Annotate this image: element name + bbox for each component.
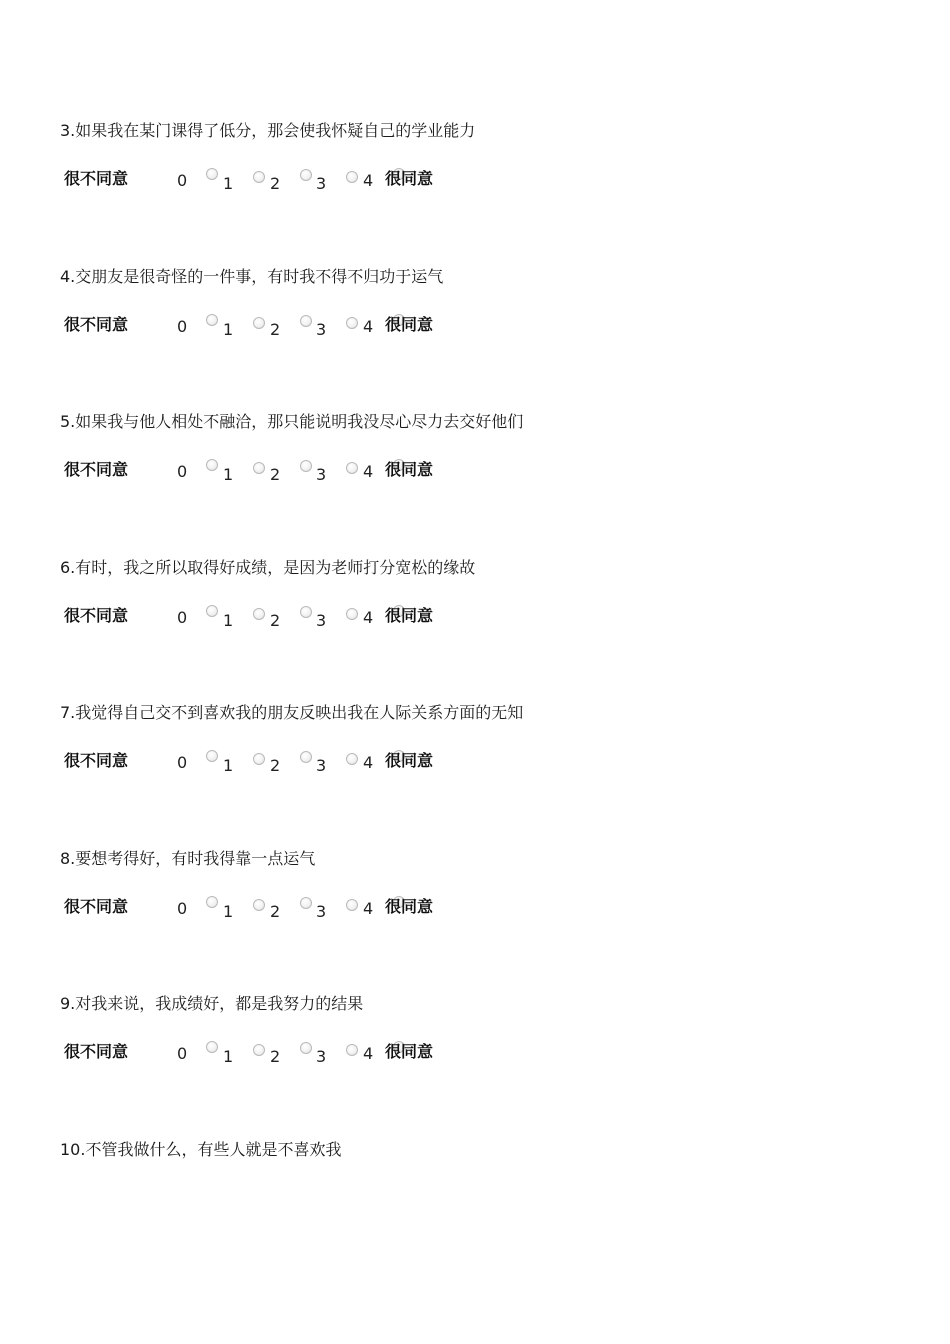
scale-low-label: 很不同意 (64, 169, 129, 188)
rating-radio-2[interactable] (300, 169, 312, 181)
question-text: 8.要想考得好，有时我得靠一点运气 (60, 848, 316, 868)
rating-scale (60, 603, 480, 631)
rating-value-label: 1 (223, 1047, 234, 1066)
rating-radio-0[interactable] (206, 459, 218, 471)
rating-radio-1[interactable] (253, 899, 265, 911)
rating-value-label: 4 (363, 607, 374, 627)
scale-low-label: 很不同意 (64, 896, 129, 916)
rating-radio-3[interactable] (346, 317, 358, 329)
rating-value-label: 3 (316, 1047, 327, 1066)
rating-value-label: 0 (177, 316, 188, 336)
rating-value-label: 3 (316, 756, 327, 775)
rating-value-label: 2 (270, 319, 281, 339)
rating-value-label: 4 (363, 462, 374, 481)
question-text: 6.有时，我之所以取得好成绩，是因为老师打分宽松的缘故 (60, 557, 476, 577)
rating-radio-3[interactable] (346, 462, 358, 474)
rating-value-label: 1 (223, 465, 234, 484)
rating-radio-3[interactable] (346, 171, 358, 183)
question-item (60, 993, 900, 1105)
rating-value-label: 2 (270, 1047, 281, 1066)
rating-value-label: 2 (270, 901, 281, 921)
scale-high-label: 很同意 (385, 169, 434, 188)
rating-value-label: 1 (223, 319, 234, 339)
question-text: 4.交朋友是很奇怪的一件事，有时我不得不归功于运气 (60, 266, 444, 286)
question-item (60, 557, 900, 669)
rating-value-label: 2 (270, 465, 281, 484)
rating-radio-1[interactable] (253, 753, 265, 765)
rating-scale (60, 1039, 480, 1067)
rating-radio-1[interactable] (253, 317, 265, 329)
rating-radio-1[interactable] (253, 1044, 265, 1056)
scale-high-label: 很同意 (385, 605, 434, 625)
scale-high-label: 很同意 (385, 1042, 434, 1061)
rating-radio-0[interactable] (206, 896, 218, 908)
scale-high-label: 很同意 (385, 751, 434, 770)
scale-high-label: 很同意 (385, 314, 434, 334)
rating-radio-0[interactable] (206, 750, 218, 762)
rating-value-label: 4 (363, 171, 374, 190)
rating-radio-3[interactable] (346, 899, 358, 911)
rating-value-label: 0 (177, 462, 188, 481)
rating-radio-2[interactable] (300, 606, 312, 618)
question-item (60, 848, 900, 960)
rating-radio-1[interactable] (253, 171, 265, 183)
rating-radio-0[interactable] (206, 168, 218, 180)
rating-value-label: 0 (177, 1044, 188, 1063)
rating-value-label: 1 (223, 174, 234, 193)
scale-high-label: 很同意 (385, 896, 434, 916)
scale-low-label: 很不同意 (64, 1042, 129, 1061)
rating-value-label: 0 (177, 898, 188, 918)
rating-value-label: 0 (177, 171, 188, 190)
rating-scale (60, 748, 480, 776)
scale-low-label: 很不同意 (64, 314, 129, 334)
rating-radio-2[interactable] (300, 315, 312, 327)
rating-value-label: 3 (316, 465, 327, 484)
rating-radio-2[interactable] (300, 897, 312, 909)
rating-value-label: 4 (363, 898, 374, 918)
rating-scale (60, 894, 480, 922)
rating-value-label: 1 (223, 901, 234, 921)
rating-scale (60, 312, 480, 340)
rating-radio-0[interactable] (206, 605, 218, 617)
rating-radio-1[interactable] (253, 608, 265, 620)
scale-low-label: 很不同意 (64, 460, 129, 479)
rating-radio-3[interactable] (346, 753, 358, 765)
question-item (60, 411, 900, 523)
rating-value-label: 2 (270, 610, 281, 630)
rating-radio-3[interactable] (346, 1044, 358, 1056)
rating-value-label: 2 (270, 756, 281, 775)
scale-high-label: 很同意 (385, 460, 434, 479)
rating-value-label: 3 (316, 174, 327, 193)
rating-value-label: 4 (363, 753, 374, 772)
rating-value-label: 3 (316, 901, 327, 921)
rating-value-label: 0 (177, 753, 188, 772)
rating-value-label: 4 (363, 1044, 374, 1063)
scale-low-label: 很不同意 (64, 751, 129, 770)
question-text: 10.不管我做什么，有些人就是不喜欢我 (60, 1139, 342, 1159)
scale-low-label: 很不同意 (64, 605, 129, 625)
question-text: 3.如果我在某门课得了低分，那会使我怀疑自己的学业能力 (60, 121, 476, 140)
rating-radio-0[interactable] (206, 1041, 218, 1053)
question-text: 7.我觉得自己交不到喜欢我的朋友反映出我在人际关系方面的无知 (60, 703, 524, 722)
rating-radio-0[interactable] (206, 314, 218, 326)
rating-value-label: 1 (223, 610, 234, 630)
rating-value-label: 4 (363, 316, 374, 336)
rating-value-label: 0 (177, 607, 188, 627)
rating-value-label: 1 (223, 756, 234, 775)
rating-radio-3[interactable] (346, 608, 358, 620)
question-text: 9.对我来说，我成绩好，都是我努力的结果 (60, 994, 364, 1013)
question-item (60, 702, 900, 814)
rating-value-label: 3 (316, 610, 327, 630)
question-text: 5.如果我与他人相处不融洽，那只能说明我没尽心尽力去交好他们 (60, 412, 524, 431)
question-item (60, 266, 900, 378)
question-item (60, 1139, 900, 1251)
rating-value-label: 2 (270, 174, 281, 193)
rating-value-label: 3 (316, 319, 327, 339)
rating-radio-2[interactable] (300, 751, 312, 763)
rating-radio-1[interactable] (253, 462, 265, 474)
rating-radio-2[interactable] (300, 460, 312, 472)
rating-scale (60, 457, 480, 485)
rating-radio-2[interactable] (300, 1042, 312, 1054)
rating-scale (60, 166, 480, 194)
question-item (60, 120, 900, 232)
